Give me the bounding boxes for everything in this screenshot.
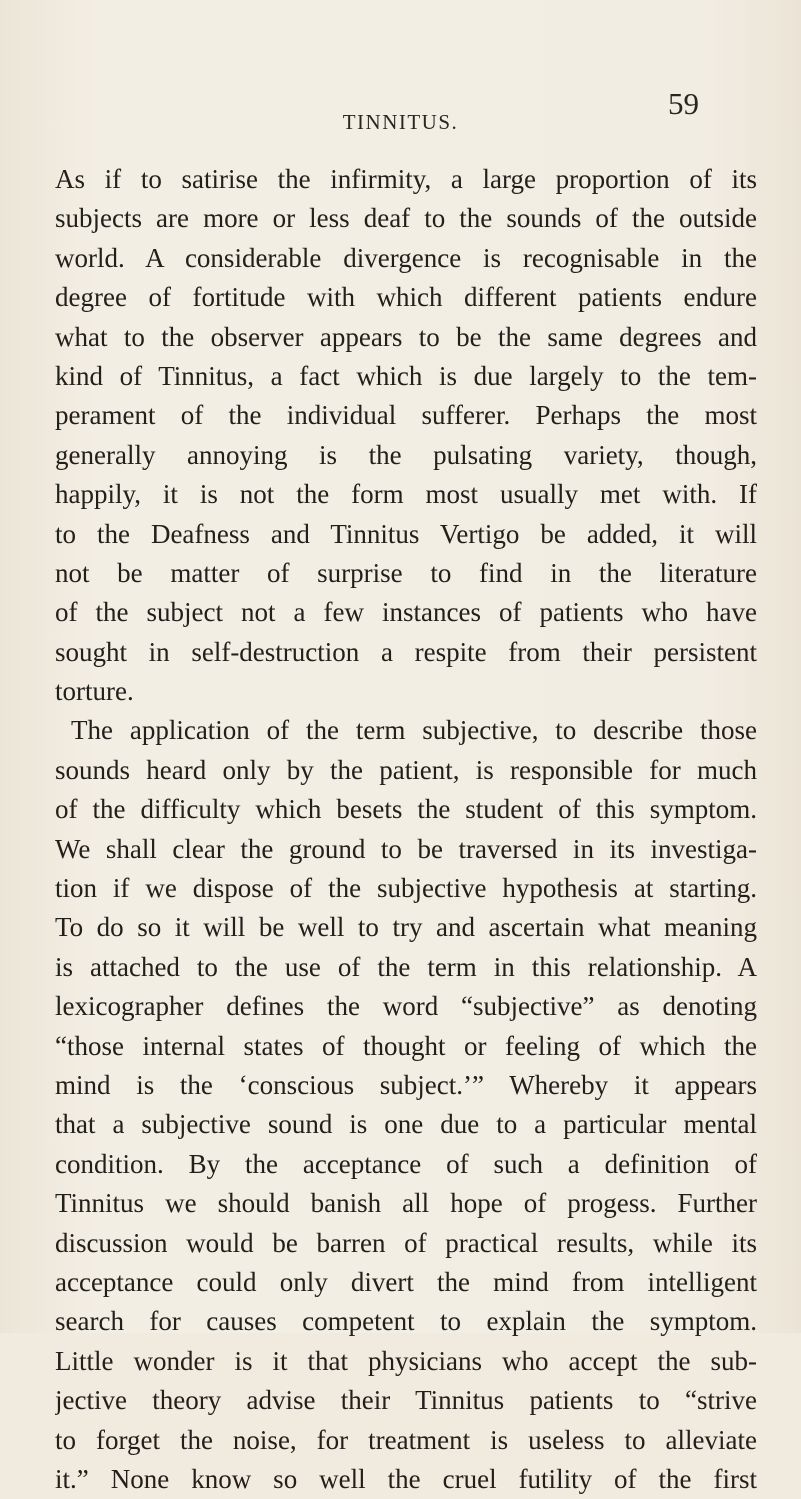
text-line: sought in self-destruction a respite from their persistent — [55, 636, 757, 667]
text-line: acceptance could only divert the mind from intelligent — [55, 1266, 757, 1297]
text-line: mind is the ‘conscious subject.’” Whereby it appears — [55, 1069, 757, 1100]
text-line: As if to satirise the infirmity, a large proportion of its — [55, 164, 757, 194]
text-line: Tinnitus we should banish all hope of progess. Further — [55, 1188, 757, 1219]
text-line: torture. — [55, 676, 134, 707]
text-line: that a subjective sound is one due to a particular mental — [55, 1109, 757, 1140]
text-line: We shall clear the ground to be traversed in its investiga- — [55, 833, 757, 864]
text-line: of the subject not a few instances of patients who have — [55, 597, 757, 628]
page-number: 59 — [668, 86, 699, 121]
text-line: what to the observer appears to be the same degrees and — [55, 321, 757, 352]
text-line: discussion would be barren of practical results, while its — [55, 1227, 757, 1258]
text-line: perament of the individual sufferer. Perhaps the most — [55, 400, 757, 431]
text-line: it.” None know so well the cruel futility of the first — [55, 1463, 757, 1494]
text-line: tion if we dispose of the subjective hypothesis at starting. — [55, 873, 757, 904]
text-line: Little wonder is it that physicians who accept the sub- — [55, 1345, 757, 1376]
text-line: happily, it is not the form most usually met with. If — [55, 479, 757, 510]
text-line: is attached to the use of the term in this relationship. A — [55, 951, 757, 982]
text-line: search for causes competent to explain the symptom. — [55, 1306, 757, 1337]
text-line: lexicographer defines the word “subjective” as denoting — [55, 991, 757, 1022]
text-line: The application of the term subjective, to describe those — [71, 715, 757, 746]
text-line: not be matter of surprise to find in the literature — [55, 557, 757, 588]
text-line: of the difficulty which besets the student of this symptom. — [55, 794, 757, 825]
text-line: to forget the noise, for treatment is useless to alleviate — [55, 1424, 757, 1455]
text-line: sounds heard only by the patient, is responsible for much — [55, 754, 757, 785]
text-line: world. A considerable divergence is recognisable in the — [55, 242, 757, 273]
text-line: kind of Tinnitus, a fact which is due largely to the tem- — [55, 360, 757, 391]
text-line: condition. By the acceptance of such a definition of — [55, 1148, 757, 1179]
text-line: To do so it will be well to try and ascertain what meaning — [55, 912, 757, 943]
text-line: degree of fortitude with which different patients endure — [55, 282, 757, 313]
running-head: TINNITUS. — [342, 110, 459, 134]
text-line: to the Deafness and Tinnitus Vertigo be added, it will — [55, 518, 757, 549]
text-line: jective theory advise their Tinnitus patients to “strive — [55, 1385, 757, 1416]
text-line: “those internal states of thought or feeling of which the — [55, 1030, 757, 1061]
body-text — [55, 160, 757, 1499]
text-line: subjects are more or less deaf to the sounds of the outside — [55, 203, 757, 234]
text-line: generally annoying is the pulsating variety, though, — [55, 439, 757, 470]
